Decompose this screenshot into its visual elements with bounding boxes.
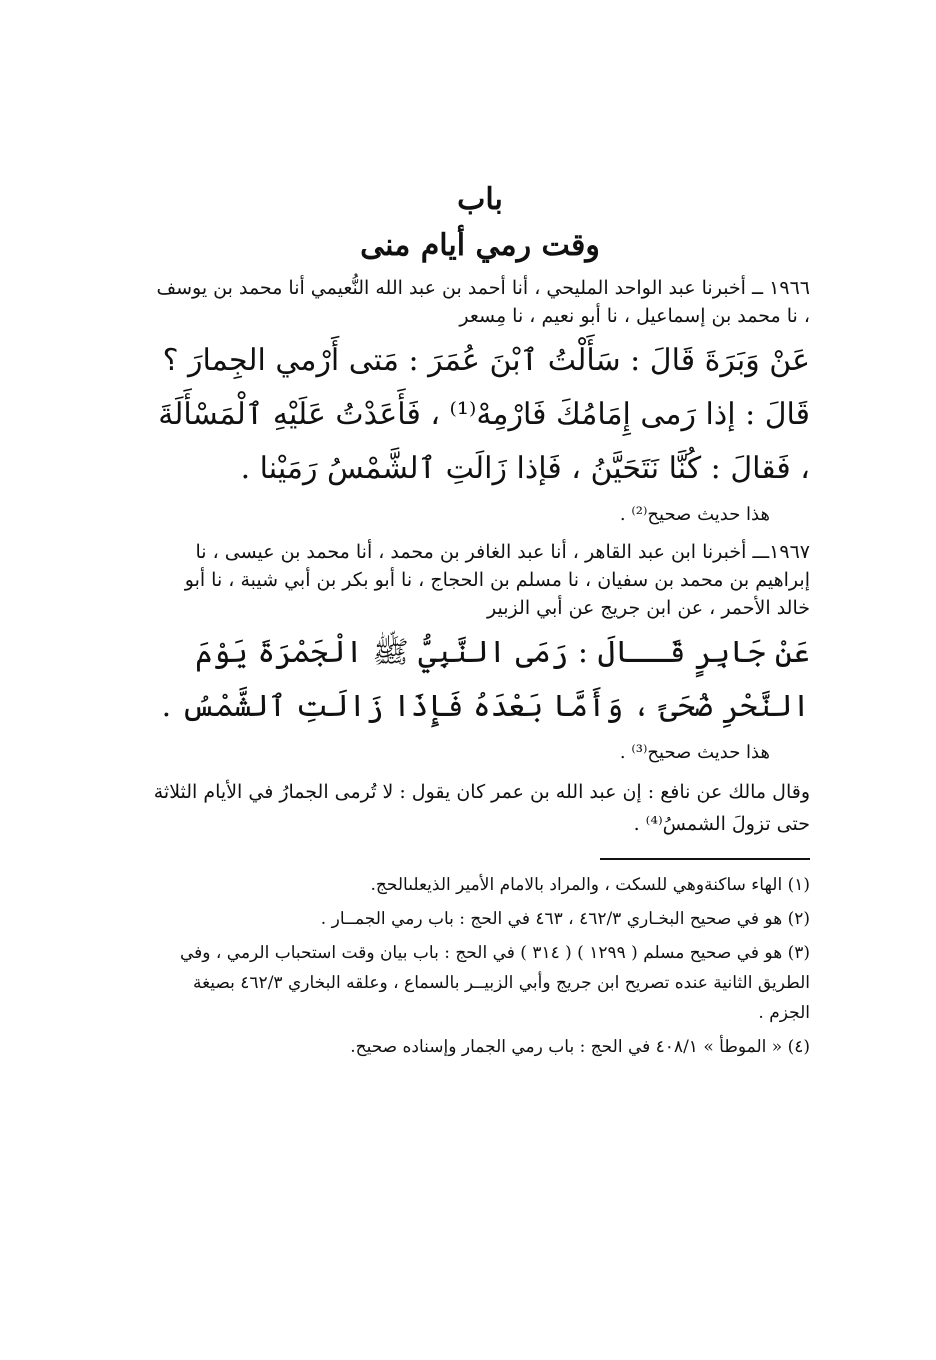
chapter-label: باب (457, 182, 503, 217)
hadith-1967-isnad: ١٩٦٧ـــ أخبرنا ابن عبد القاهر ، أنا عبد الغافر بن محمد ، أنا محمد بن عيسى ، نا إبراهيم بن محمد بن سفيان ، نا مسلم بن الحجاج ، نا أبو بكر بن أبي شيبة ، نا أبو خالد الأحمر ، عن ابن جريج عن أبي الزبير (184, 541, 810, 619)
malik-narration: وقال مالك عن نافع : إن عبد الله بن عمر كان يقول : لا تُرمى الجمارُ في الأيام الثلاثة حتى تزولَ الشمسُ⁽⁴⁾ . (153, 781, 810, 835)
hadith-1966-isnad: ١٩٦٦ ــ أخبرنا عبد الواحد المليحي ، أنا أحمد بن عبد الله النُّعيمي أنا محمد بن يوسف ، نا محمد بن إسماعيل ، نا أبو نعيم ، نا مِسعر (156, 277, 810, 327)
footnote-3: (٣) هو في صحيح مسلم ( ١٢٩٩ ) ( ٣١٤ ) في الحج : باب بيان وقت استحباب الرمي ، وفي الطريق الثانية عنده تصريح ابن جريج وأبي الزبيــر بالسماع ، وعلقه البخاري ٤٦٢/٣ بصيغة الجزم . (179, 943, 810, 1023)
hadith-1967-matn: عَنْ جَابِرٍ قَــالَ : رَمَى النَّبِيُّ ﷺ الْجَمْرَةَ يَوْمَ النَّحْرِ ضُحَىً ، وَأَمَّا بَعْدَهُ فَإِذَا زَالَتِ ٱلشَّمْسُ . (161, 635, 810, 724)
footnote-4: (٤) « الموطأ » ٤٠٨/١ في الحج : باب رمي الجمار وإسناده صحيح. (350, 1037, 810, 1057)
footnote-2: (٢) هو في صحيح البخـاري ٤٦٢/٣ ، ٤٦٣ في الحج : باب رمي الجمــار . (320, 909, 810, 929)
hadith-1967-grade: هذا حديث صحيح⁽³⁾ . (619, 742, 770, 763)
footnotes (150, 870, 810, 1062)
hadith-1966-matn: عَنْ وَبَرَةَ قَالَ : سَأَلْتُ ٱبْنَ عُمَرَ : مَتى أَرْمي الجِمارَ ؟ قَالَ : إذا رَمى إِمَامُكَ فَارْمِهْ⁽¹⁾ ، فَأَعَدْتُ عَلَيْهِ ٱلْمَسْأَلَةَ ، فَقالَ : كُنَّا نَتَحَيَّنُ ، فَإذا زَالَتِ ٱلشَّمْسُ رَمَيْنا . (158, 343, 810, 486)
footnote-1: (١) الهاء ساكنةوهي للسكت ، والمراد بالامام الأمير الذيعلىالحج. (370, 875, 810, 895)
chapter-title: وقت رمي أيام منى (360, 228, 600, 263)
footnote-divider (600, 858, 810, 860)
hadith-1967 (150, 538, 810, 770)
hadith-1966-grade: هذا حديث صحيح⁽²⁾ . (619, 504, 770, 525)
book-page (150, 180, 810, 1066)
hadith-1966 (150, 274, 810, 532)
